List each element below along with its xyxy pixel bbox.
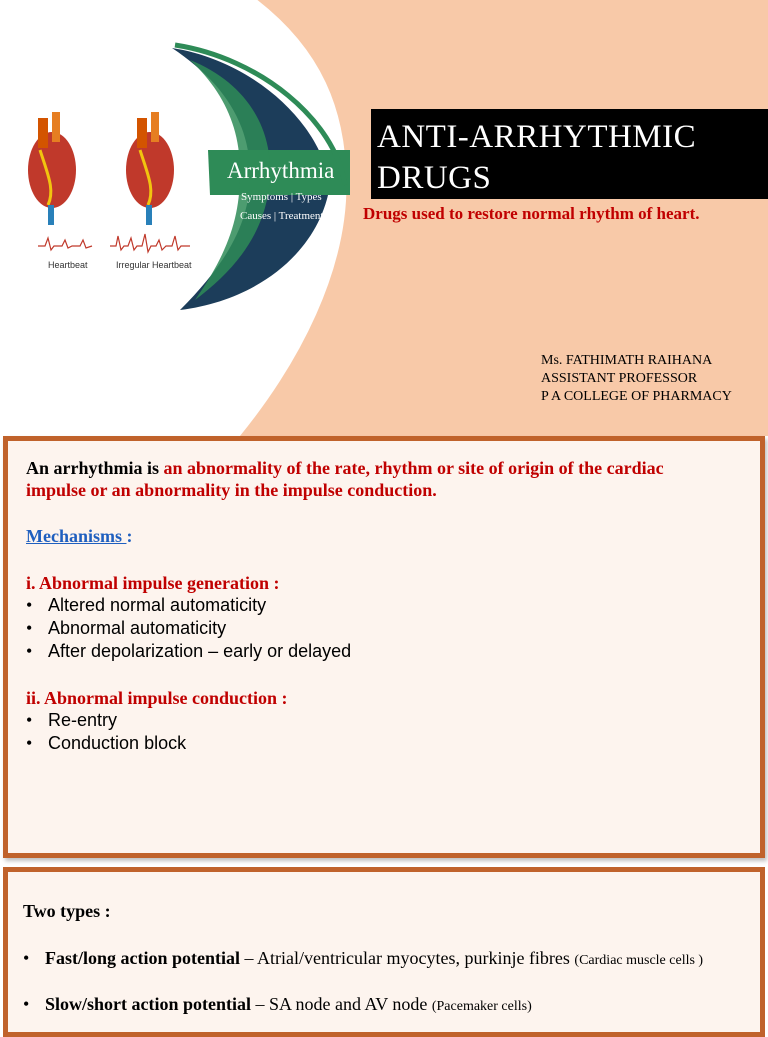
banner-heading: Arrhythmia (227, 158, 335, 183)
section1-heading: i. Abnormal impulse generation : (26, 573, 280, 593)
normal-heartbeat-label: Heartbeat (48, 260, 88, 270)
list-item-text: Abnormal automaticity (48, 618, 227, 638)
irregular-heartbeat-label: Irregular Heartbeat (116, 260, 192, 270)
intro-red-1: an abnormality of the rate, rhythm or site of origin of the cardiac (163, 458, 664, 478)
mechanisms-link[interactable]: Mechanisms (26, 526, 127, 546)
author-name: Ms. FATHIMATH RAIHANA (541, 353, 713, 368)
item1-bold: Fast/long action potential (45, 948, 241, 968)
mechanisms-heading (26, 526, 133, 547)
irregular-heart-icon (126, 112, 174, 225)
intro-lead: An arrhythmia is (26, 458, 164, 478)
banner-line1: Symptoms | Types (241, 191, 322, 203)
author-block (541, 352, 732, 406)
list-item: • Altered normal automaticity (26, 595, 267, 615)
section2-heading: ii. Abnormal impulse conduction : (26, 688, 288, 708)
list-item: • After depolarization – early or delayed (26, 641, 352, 661)
normal-heart-icon (28, 112, 76, 225)
title-line2: DRUGS (377, 160, 492, 196)
action-potential-slide (3, 867, 765, 1037)
list-item: • Fast/long action potential – Atrial/ventricular myocytes, purkinje fibres (Cardiac muscle cells ) (23, 948, 704, 968)
author-role: ASSISTANT PROFESSOR (541, 371, 698, 386)
list-item: • Abnormal automaticity (26, 618, 227, 638)
item2-text: – SA node and AV node (251, 994, 432, 1014)
arrhythmia-banner-image (0, 0, 370, 320)
list-item-text: Conduction block (48, 733, 187, 753)
item2-bold: Slow/short action potential (45, 994, 252, 1014)
author-college: P A COLLEGE OF PHARMACY (541, 389, 732, 404)
item1-text: – Atrial/ventricular myocytes, purkinje fibres (240, 948, 575, 968)
intro-red-2: impulse or an abnormality in the impulse conduction. (26, 480, 437, 500)
list-item-text: After depolarization – early or delayed (48, 641, 352, 661)
list-item: • Re-entry (26, 710, 118, 730)
title-box (371, 109, 768, 199)
list-item: • Slow/short action potential – SA node and AV node (Pacemaker cells) (23, 994, 532, 1014)
title-line1: ANTI-ARRHYTHMIC (377, 119, 697, 155)
title-slide (0, 0, 768, 436)
item2-small: (Pacemaker cells) (431, 999, 532, 1014)
item1-small: (Cardiac muscle cells ) (574, 953, 704, 968)
two-types-heading: Two types : (23, 901, 111, 921)
list-item-text: Re-entry (48, 710, 118, 730)
intro-line1 (26, 458, 664, 479)
definition-slide (3, 436, 765, 858)
mechanisms-colon: : (126, 526, 133, 546)
subtitle: Drugs used to restore normal rhythm of heart. (363, 204, 700, 223)
list-item: • Conduction block (26, 733, 187, 753)
banner-line2: Causes | Treatment (240, 210, 324, 222)
list-item-text: Altered normal automaticity (48, 595, 267, 615)
